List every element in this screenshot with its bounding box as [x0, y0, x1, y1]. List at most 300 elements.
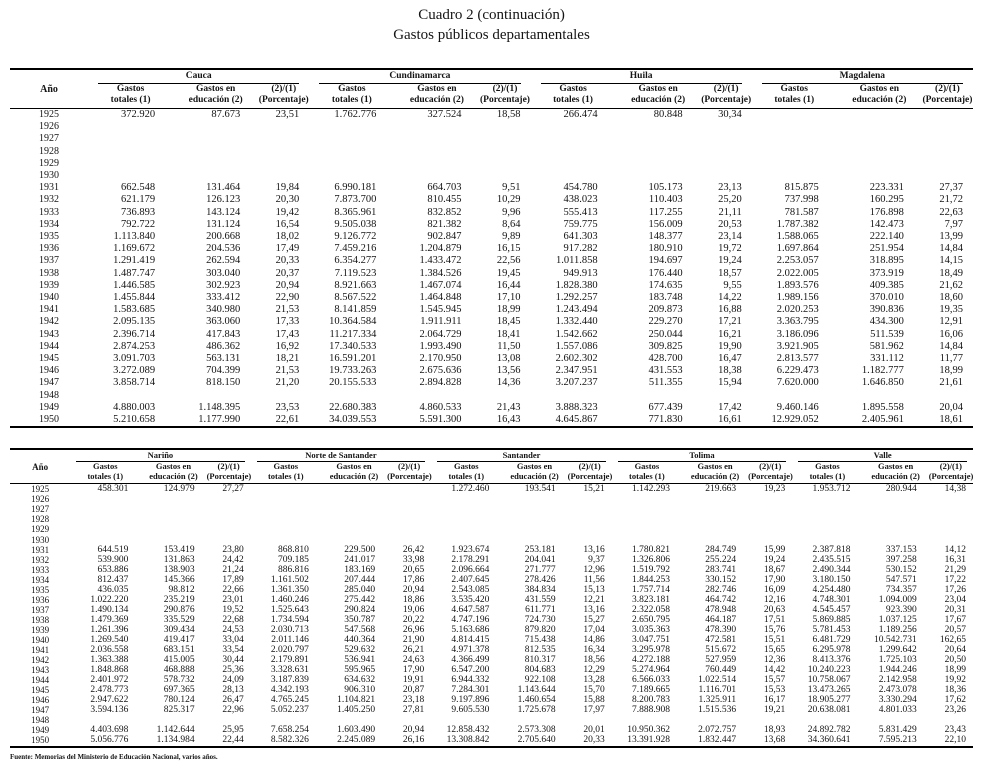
- value-cell: 327.524: [427, 109, 462, 120]
- value-cell: 18,56: [583, 655, 605, 666]
- value-cell: 14,36: [496, 377, 521, 389]
- value-cell: 4.747.196: [451, 614, 490, 625]
- value-cell: 21,43: [496, 401, 521, 413]
- value-cell: [531, 121, 616, 133]
- value-cell: 536.941: [344, 655, 376, 666]
- value-cell: 2.705.640: [517, 735, 556, 746]
- column-header: (2)/(1) (Porcentaje): [479, 84, 530, 109]
- value-cell: 431.559: [524, 594, 556, 605]
- value-cell: 266.474: [563, 109, 598, 120]
- value-cell: [140, 494, 206, 504]
- value-cell: 20,50: [944, 655, 966, 666]
- value-cell: 780.124: [163, 695, 195, 706]
- table-row: [10, 735, 973, 746]
- value-cell: [929, 514, 973, 524]
- value-cell: 3.535.420: [451, 594, 490, 605]
- value-cell: 20,53: [718, 218, 742, 230]
- value-cell: 10,29: [496, 194, 521, 206]
- value-cell: [612, 504, 682, 514]
- value-cell: 16,43: [496, 414, 521, 426]
- value-cell: 2.036.558: [90, 645, 129, 656]
- value-cell: [612, 524, 682, 534]
- value-cell: [140, 504, 206, 514]
- value-cell: 1.022.220: [90, 594, 129, 605]
- value-cell: 530.152: [885, 564, 917, 575]
- value-cell: [479, 133, 530, 145]
- value-cell: 20,37: [275, 267, 300, 279]
- value-cell: 563.131: [206, 353, 241, 365]
- value-cell: 1.243.494: [555, 304, 598, 316]
- value-cell: 13,16: [583, 544, 605, 555]
- value-cell: 280.944: [885, 484, 917, 495]
- value-cell: 22,90: [275, 292, 300, 304]
- year-cell: 1946: [31, 695, 50, 706]
- value-cell: 3.330.294: [878, 695, 917, 706]
- value-cell: 13.473.265: [807, 685, 851, 696]
- value-cell: [748, 715, 792, 725]
- value-cell: 9,37: [588, 554, 605, 565]
- value-cell: 2.543.085: [451, 584, 490, 595]
- value-cell: [207, 514, 251, 524]
- value-cell: 810.455: [427, 194, 462, 206]
- year-cell: 1936: [31, 594, 50, 605]
- value-cell: 6.229.473: [776, 365, 819, 377]
- departments-table-1: [10, 68, 973, 428]
- value-cell: 340.980: [206, 304, 241, 316]
- column-header: Gastos totales (1): [88, 84, 173, 109]
- value-cell: 17,62: [944, 695, 966, 706]
- value-cell: 15,94: [718, 377, 742, 389]
- value-cell: 704.399: [206, 365, 241, 377]
- value-cell: 3.328.631: [270, 665, 309, 676]
- value-cell: [501, 524, 567, 534]
- value-cell: 24,63: [402, 655, 425, 666]
- value-cell: 949.913: [563, 267, 598, 279]
- value-cell: 438.023: [563, 194, 598, 206]
- column-header: Gastos totales (1): [752, 84, 837, 109]
- value-cell: [837, 109, 922, 122]
- value-cell: 12,91: [939, 316, 963, 328]
- value-cell: 124.979: [163, 484, 195, 495]
- value-cell: 4.801.033: [878, 705, 917, 716]
- value-cell: [922, 133, 973, 145]
- value-cell: 810.317: [524, 655, 556, 666]
- year-cell: 1936: [39, 243, 60, 255]
- value-cell: 19,23: [763, 484, 786, 495]
- year-cell: 1931: [39, 182, 60, 194]
- value-cell: [929, 494, 973, 504]
- department-name: Nariño: [76, 450, 245, 462]
- value-cell: 1.787.382: [776, 218, 819, 230]
- value-cell: 253.181: [524, 544, 556, 555]
- value-cell: 20.155.533: [329, 377, 377, 389]
- value-cell: [251, 494, 321, 504]
- year-cell: 1934: [31, 574, 50, 585]
- department-name: Magdalena: [762, 70, 963, 84]
- table-row: [10, 605, 973, 615]
- value-cell: 16,09: [763, 584, 786, 595]
- value-cell: 222.140: [869, 231, 904, 243]
- year-cell: 1939: [31, 624, 50, 635]
- value-cell: 454.780: [563, 182, 598, 194]
- value-cell: 28,13: [222, 685, 244, 696]
- value-cell: [387, 494, 431, 504]
- year-column-header: Año: [10, 449, 70, 484]
- value-cell: [837, 390, 922, 402]
- value-cell: 1.545.945: [419, 304, 462, 316]
- value-cell: 760.449: [705, 665, 737, 676]
- value-cell: 2.490.344: [812, 564, 851, 575]
- table-row: [10, 675, 973, 685]
- value-cell: 24,42: [222, 554, 244, 565]
- value-cell: 2.179.891: [270, 655, 309, 666]
- column-header: Gastos en educación (2): [837, 84, 922, 109]
- value-cell: 792.722: [121, 218, 156, 230]
- year-column-header: Año: [10, 69, 88, 109]
- value-cell: 20,94: [402, 725, 425, 736]
- year-cell: 1935: [39, 231, 60, 243]
- value-cell: 8,64: [502, 218, 521, 230]
- value-cell: 2.435.515: [812, 554, 851, 565]
- value-cell: 200.668: [206, 231, 241, 243]
- value-cell: 20,31: [944, 604, 966, 615]
- value-cell: 126.123: [206, 194, 241, 206]
- value-cell: 337.153: [885, 544, 917, 555]
- value-cell: [863, 504, 929, 514]
- value-cell: 22,61: [275, 414, 300, 426]
- value-cell: 3.035.363: [631, 624, 670, 635]
- value-cell: [431, 535, 501, 545]
- value-cell: 241.017: [344, 554, 376, 565]
- value-cell: 17,21: [718, 316, 742, 328]
- value-cell: 2.947.622: [90, 695, 129, 706]
- value-cell: [531, 158, 616, 170]
- value-cell: 204.536: [206, 243, 241, 255]
- value-cell: 3.187.839: [270, 675, 309, 686]
- value-cell: 832.852: [427, 206, 462, 218]
- year-cell: 1941: [39, 304, 60, 316]
- year-cell: 1950: [31, 735, 50, 746]
- value-cell: 1.148.395: [198, 401, 241, 413]
- value-cell: 440.364: [344, 634, 376, 645]
- value-cell: 1.261.396: [90, 624, 129, 635]
- value-cell: 5.052.237: [270, 705, 309, 716]
- value-cell: 33,54: [222, 645, 244, 656]
- value-cell: 18.905.277: [807, 695, 851, 706]
- value-cell: [173, 170, 258, 182]
- value-cell: 290.824: [344, 604, 376, 615]
- value-cell: 23,04: [944, 594, 966, 605]
- value-cell: 8.921.663: [334, 279, 377, 291]
- value-cell: 18,36: [944, 685, 966, 696]
- value-cell: 2.096.664: [451, 564, 490, 575]
- table-row: [10, 665, 973, 675]
- value-cell: [568, 535, 612, 545]
- value-cell: 4.880.003: [113, 401, 156, 413]
- value-cell: [258, 170, 309, 182]
- value-cell: 1.113.840: [113, 231, 156, 243]
- table-row: [10, 565, 973, 575]
- value-cell: 19,24: [763, 554, 786, 565]
- column-header: (2)/(1) (Porcentaje): [748, 462, 792, 484]
- value-cell: [479, 146, 530, 158]
- year-cell: 1949: [31, 725, 50, 736]
- table-title-block: [10, 6, 973, 44]
- value-cell: [309, 121, 394, 133]
- year-cell: 1932: [39, 194, 60, 206]
- value-cell: 8.567.522: [334, 292, 377, 304]
- year-cell: 1948: [39, 389, 60, 401]
- value-cell: 1.993.490: [419, 340, 462, 352]
- column-header: Gastos totales (1): [612, 462, 682, 484]
- value-cell: [612, 494, 682, 504]
- year-cell: 1928: [31, 514, 50, 525]
- value-cell: 278.426: [524, 574, 556, 585]
- value-cell: 309.434: [163, 624, 195, 635]
- value-cell: 19,06: [402, 604, 425, 615]
- value-cell: 3.888.323: [555, 401, 598, 413]
- value-cell: 1.332.440: [555, 316, 598, 328]
- value-cell: 16,34: [583, 645, 605, 656]
- value-cell: [792, 715, 862, 725]
- table-row: [10, 280, 973, 292]
- value-cell: 20,22: [402, 614, 425, 625]
- value-cell: [70, 494, 140, 504]
- value-cell: [616, 170, 701, 182]
- value-cell: [922, 158, 973, 170]
- value-cell: 18,49: [939, 267, 963, 279]
- value-cell: 20,65: [402, 564, 425, 575]
- column-header: (2)/(1) (Porcentaje): [922, 84, 973, 109]
- value-cell: 23,43: [944, 725, 966, 736]
- value-cell: 1.204.879: [419, 243, 462, 255]
- value-cell: [612, 514, 682, 524]
- table-row: [10, 182, 973, 194]
- value-cell: 2.253.057: [776, 255, 819, 267]
- table-row: [10, 329, 973, 341]
- value-cell: [387, 514, 431, 524]
- value-cell: 4.254.480: [812, 584, 851, 595]
- value-cell: 219.663: [705, 484, 737, 495]
- value-cell: 235.219: [163, 594, 195, 605]
- value-cell: [70, 504, 140, 514]
- value-cell: 17,97: [583, 705, 605, 716]
- value-cell: 23,13: [718, 182, 742, 194]
- value-cell: 2.030.713: [270, 624, 309, 635]
- value-cell: [922, 121, 973, 133]
- value-cell: [258, 121, 309, 133]
- value-cell: [394, 121, 479, 133]
- value-cell: 18,02: [275, 231, 300, 243]
- value-cell: 724.730: [524, 614, 556, 625]
- column-header: Gastos en educación (2): [173, 84, 258, 109]
- value-cell: 5.869.885: [812, 614, 851, 625]
- value-cell: [321, 514, 387, 524]
- value-cell: 10.542.731: [873, 634, 917, 645]
- value-cell: 868.810: [278, 544, 309, 555]
- value-cell: 255.224: [705, 554, 737, 565]
- value-cell: 14,22: [718, 292, 742, 304]
- year-cell: 1933: [31, 564, 50, 575]
- value-cell: 486.362: [206, 340, 241, 352]
- value-cell: [863, 715, 929, 725]
- table-row: [10, 255, 973, 267]
- value-cell: 1.169.672: [113, 243, 156, 255]
- value-cell: [922, 146, 973, 158]
- value-cell: [792, 494, 862, 504]
- value-cell: 27,37: [939, 182, 963, 194]
- value-cell: 664.703: [427, 182, 462, 194]
- value-cell: 318.895: [869, 255, 904, 267]
- value-cell: 12,96: [583, 564, 605, 575]
- value-cell: [682, 504, 748, 514]
- table-row: [10, 219, 973, 231]
- value-cell: [309, 158, 394, 170]
- year-cell: 1944: [39, 340, 60, 352]
- column-header: Gastos en educación (2): [616, 84, 701, 109]
- department-header: [752, 69, 973, 84]
- value-cell: 13.391.928: [627, 735, 670, 746]
- value-cell: 19,91: [402, 675, 425, 686]
- value-cell: [70, 514, 140, 524]
- year-cell: 1938: [31, 614, 50, 625]
- value-cell: 162,65: [939, 634, 966, 645]
- value-cell: 16,06: [939, 328, 963, 340]
- value-cell: [258, 146, 309, 158]
- value-cell: [752, 146, 837, 158]
- value-cell: [752, 109, 837, 122]
- value-cell: 19,92: [944, 675, 966, 686]
- value-cell: 331.112: [870, 353, 904, 365]
- value-cell: 20.638.081: [807, 705, 851, 716]
- value-cell: [682, 535, 748, 545]
- table-row: [10, 243, 973, 255]
- value-cell: 18,86: [402, 594, 425, 605]
- value-cell: 2.387.818: [812, 544, 851, 555]
- value-cell: [682, 524, 748, 534]
- value-cell: 5.210.658: [113, 414, 156, 426]
- value-cell: [837, 146, 922, 158]
- value-cell: [309, 170, 394, 182]
- value-cell: 156.009: [648, 218, 683, 230]
- value-cell: 1.646.850: [861, 377, 904, 389]
- value-cell: [387, 484, 431, 495]
- value-cell: 24.892.782: [807, 725, 851, 736]
- table-row: [10, 595, 973, 605]
- year-cell: 1940: [31, 634, 50, 645]
- value-cell: 16,61: [718, 414, 742, 426]
- value-cell: 17,90: [402, 665, 425, 676]
- value-cell: 390.836: [869, 304, 904, 316]
- value-cell: [140, 535, 206, 545]
- value-cell: 737.998: [784, 194, 819, 206]
- value-cell: 17,89: [222, 574, 244, 585]
- value-cell: 23,80: [222, 544, 244, 555]
- value-cell: [863, 494, 929, 504]
- year-cell: 1944: [31, 675, 50, 686]
- value-cell: 4.647.587: [451, 604, 490, 615]
- value-cell: 13,68: [763, 735, 786, 746]
- value-cell: 13,08: [496, 353, 521, 365]
- value-cell: 1.697.864: [776, 243, 819, 255]
- value-cell: [207, 524, 251, 534]
- value-cell: 821.382: [427, 218, 462, 230]
- source-note: Fuente: Memorias del Ministerio de Educación Nacional, varios años.: [10, 752, 218, 761]
- value-cell: 19,52: [222, 604, 244, 615]
- value-cell: 16,17: [763, 695, 786, 706]
- value-cell: 2.020.253: [776, 304, 819, 316]
- value-cell: 18,99: [939, 365, 963, 377]
- value-cell: 20,94: [275, 279, 300, 291]
- value-cell: 12,36: [763, 655, 786, 666]
- value-cell: 19,72: [718, 243, 742, 255]
- table-row: [10, 207, 973, 219]
- value-cell: [922, 109, 973, 122]
- value-cell: 458.301: [97, 484, 129, 495]
- value-cell: 18,61: [939, 414, 963, 426]
- value-cell: 1.269.540: [90, 634, 129, 645]
- value-cell: 683.151: [163, 645, 195, 656]
- value-cell: 160.295: [869, 194, 904, 206]
- value-cell: [173, 121, 258, 133]
- value-cell: 12.858.432: [446, 725, 490, 736]
- value-cell: [173, 390, 258, 402]
- value-cell: 3.047.751: [631, 634, 670, 645]
- value-cell: 7.189.665: [631, 685, 670, 696]
- value-cell: 3.207.237: [555, 377, 598, 389]
- value-cell: 7.658.254: [270, 725, 309, 736]
- table-row: [10, 133, 973, 145]
- table-row: [10, 316, 973, 328]
- value-cell: 22,68: [222, 614, 244, 625]
- value-cell: 26,47: [222, 695, 244, 706]
- year-cell: 1947: [31, 705, 50, 716]
- value-cell: 2.095.135: [113, 316, 156, 328]
- value-cell: 9,51: [502, 182, 521, 194]
- value-cell: 2.011.146: [271, 634, 309, 645]
- value-cell: 397.258: [885, 554, 917, 565]
- value-cell: 25,95: [222, 725, 244, 736]
- value-cell: [309, 390, 394, 402]
- value-cell: [479, 158, 530, 170]
- value-cell: [70, 524, 140, 534]
- value-cell: 1.780.821: [631, 544, 670, 555]
- value-cell: 3.091.703: [113, 353, 156, 365]
- value-cell: 33,98: [402, 554, 425, 565]
- value-cell: [251, 484, 321, 495]
- table-row: [10, 705, 973, 715]
- value-cell: 80.848: [653, 109, 683, 120]
- value-cell: 1.325.911: [698, 695, 737, 706]
- table-row: [10, 402, 973, 414]
- value-cell: [394, 146, 479, 158]
- value-cell: 15,76: [763, 624, 786, 635]
- value-cell: 1.291.419: [113, 255, 156, 267]
- value-cell: 33,04: [222, 634, 244, 645]
- value-cell: 16,21: [718, 328, 742, 340]
- value-cell: [479, 121, 530, 133]
- department-name: Valle: [798, 450, 967, 462]
- table-row: [10, 545, 973, 555]
- value-cell: 902.847: [427, 231, 462, 243]
- value-cell: 12,16: [763, 594, 786, 605]
- value-cell: 3.823.181: [631, 594, 670, 605]
- value-cell: [321, 715, 387, 725]
- table-row: [10, 504, 973, 514]
- value-cell: 15,51: [763, 634, 786, 645]
- value-cell: [531, 390, 616, 402]
- value-cell: 472.581: [705, 634, 737, 645]
